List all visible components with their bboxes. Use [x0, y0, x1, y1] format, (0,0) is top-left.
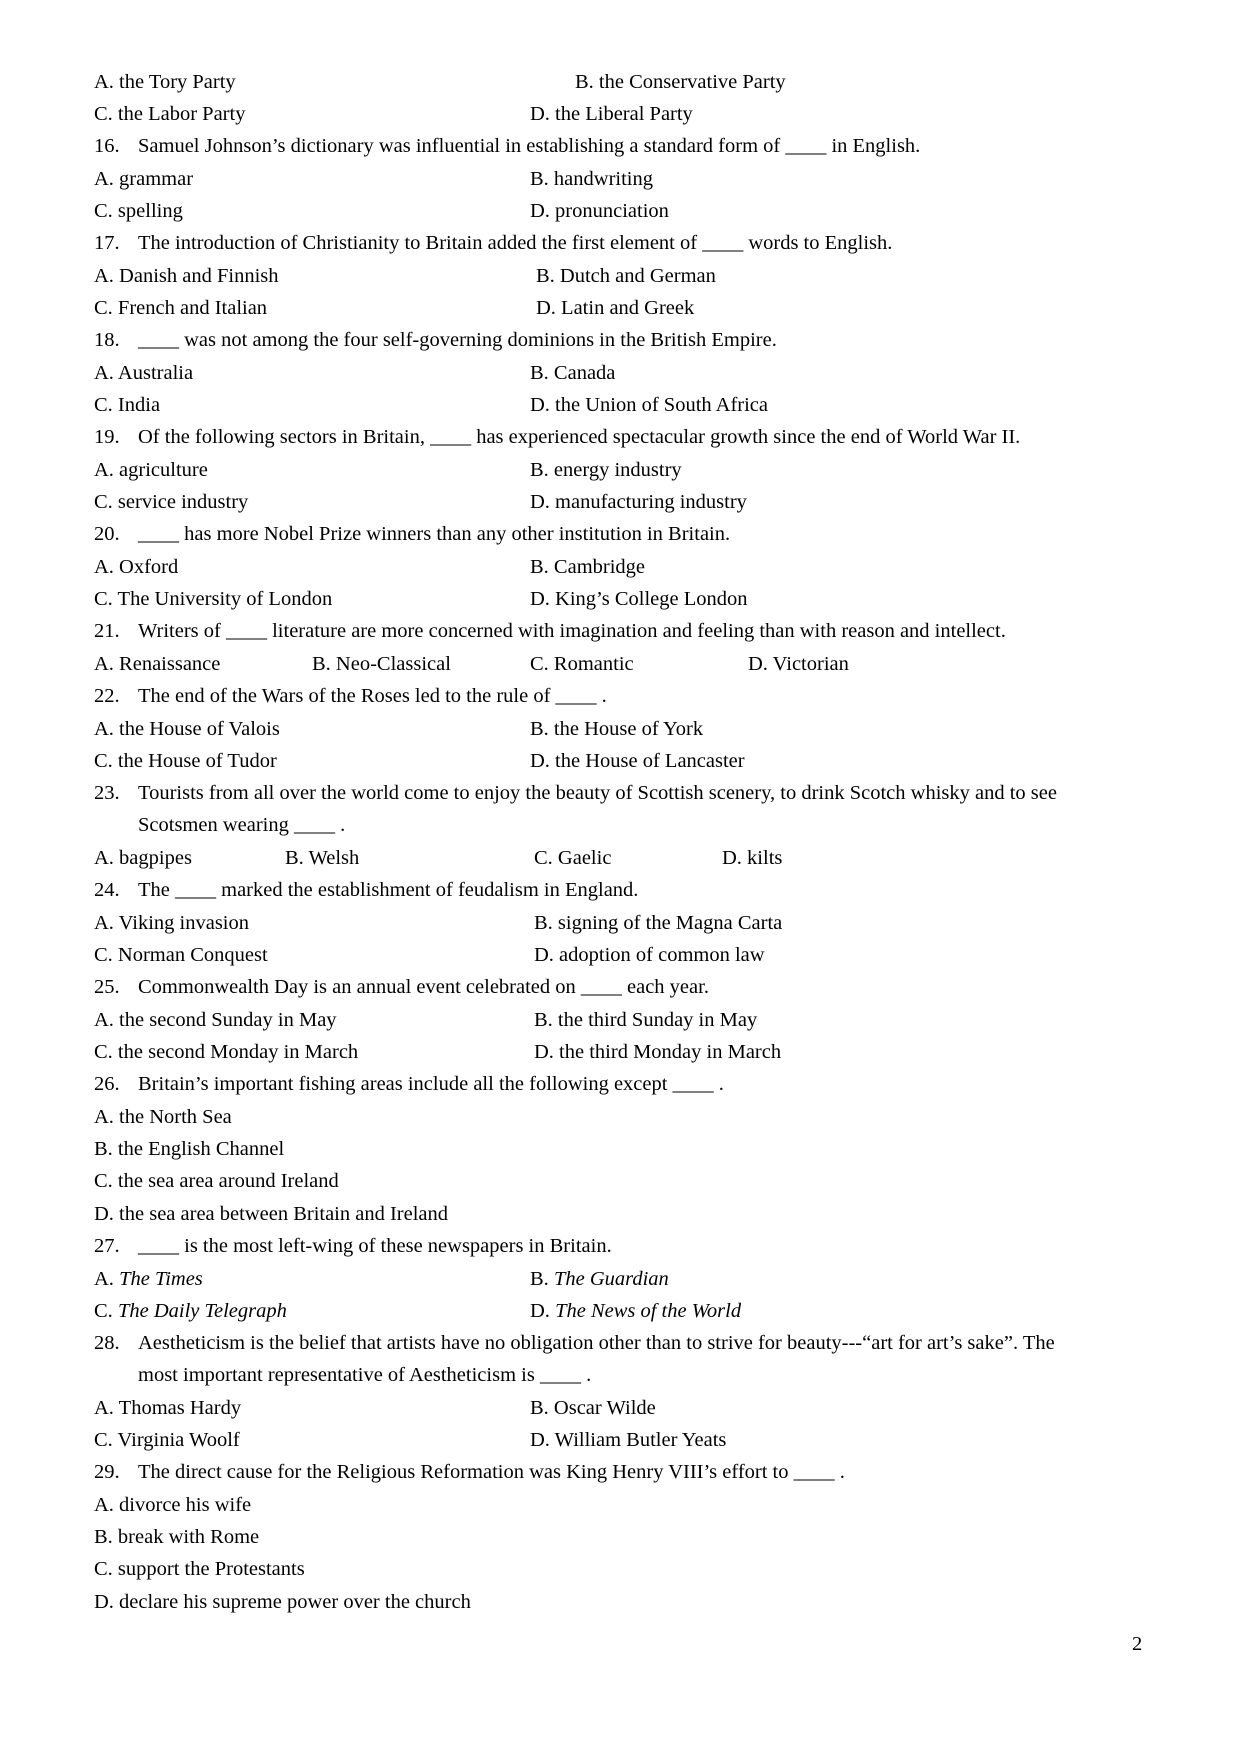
q29-option-c: C. support the Protestants: [94, 1558, 305, 1580]
question-19: [94, 425, 1020, 449]
q20-option-c: C. The University of London: [94, 588, 333, 610]
newspaper-title: The Daily Telegraph: [117, 1300, 287, 1322]
question-18: [94, 328, 777, 352]
option-letter: B.: [530, 1268, 549, 1290]
q15-option-a: A. the Tory Party: [94, 71, 236, 93]
question-17: [94, 231, 892, 255]
q22-option-d: D. the House of Lancaster: [530, 750, 745, 772]
question-text: The introduction of Christianity to Britain added the first element of ____ words to English.: [138, 232, 893, 254]
q18-option-b: B. Canada: [530, 362, 616, 384]
q25-option-a: A. the second Sunday in May: [94, 1009, 337, 1031]
q22-option-b: B. the House of York: [530, 718, 704, 740]
q27-option-c: [94, 1299, 287, 1323]
question-text: The end of the Wars of the Roses led to the rule of ____ .: [138, 685, 607, 707]
q16-option-c: C. spelling: [94, 200, 183, 222]
question-text: Britain’s important fishing areas include all the following except ____ .: [138, 1073, 724, 1095]
q25-option-d: D. the third Monday in March: [534, 1041, 782, 1063]
q24-option-d: D. adoption of common law: [534, 944, 765, 966]
q28-option-c: C. Virginia Woolf: [94, 1429, 240, 1451]
q27-option-d: [530, 1299, 741, 1323]
q26-option-a: A. the North Sea: [94, 1106, 232, 1128]
question-text: ____ is the most left-wing of these newspapers in Britain.: [138, 1235, 612, 1257]
q26-option-b: B. the English Channel: [94, 1138, 285, 1160]
q17-option-c: C. French and Italian: [94, 297, 268, 319]
q28-option-a: A. Thomas Hardy: [94, 1397, 242, 1419]
question-number: 17.: [94, 232, 120, 254]
q26-option-d: D. the sea area between Britain and Ireland: [94, 1203, 449, 1225]
question-text: The direct cause for the Religious Reformation was King Henry VIII’s effort to ____ .: [138, 1461, 845, 1483]
q16-option-a: A. grammar: [94, 168, 194, 190]
q20-option-b: B. Cambridge: [530, 556, 646, 578]
q29-option-d: D. declare his supreme power over the church: [94, 1591, 471, 1613]
q16-option-d: D. pronunciation: [530, 200, 669, 222]
question-number: 19.: [94, 426, 120, 448]
question-number: 28.: [94, 1332, 120, 1354]
question-number: 18.: [94, 329, 120, 351]
question-number: 20.: [94, 523, 120, 545]
question-number: 21.: [94, 620, 120, 642]
page-number: 2: [1132, 1633, 1143, 1655]
question-29: [94, 1460, 845, 1484]
question-number: 24.: [94, 879, 120, 901]
q25-option-b: B. the third Sunday in May: [534, 1009, 758, 1031]
q26-option-c: C. the sea area around Ireland: [94, 1170, 339, 1192]
question-text: ____ was not among the four self-governing dominions in the British Empire.: [138, 329, 777, 351]
q27-option-b: [530, 1267, 669, 1291]
q19-option-a: A. agriculture: [94, 459, 208, 481]
q18-option-a: A. Australia: [94, 362, 194, 384]
q20-option-d: D. King’s College London: [530, 588, 748, 610]
q17-option-b: B. Dutch and German: [536, 265, 716, 287]
question-text: Writers of ____ literature are more concerned with imagination and feeling than with reason and intellect.: [138, 620, 1006, 642]
q15-option-d: D. the Liberal Party: [530, 103, 693, 125]
q27-option-a: [94, 1267, 203, 1291]
q21-option-a: A. Renaissance: [94, 653, 221, 675]
question-number: 23.: [94, 782, 120, 804]
question-23-continued: Scotsmen wearing ____ .: [138, 814, 346, 836]
question-text: ____ has more Nobel Prize winners than any other institution in Britain.: [138, 523, 731, 545]
question-number: 29.: [94, 1461, 120, 1483]
question-text: Tourists from all over the world come to enjoy the beauty of Scottish scenery, to drink Scotch whisky and to see: [138, 782, 1057, 804]
q21-option-d: D. Victorian: [748, 653, 849, 675]
q18-option-c: C. India: [94, 394, 161, 416]
q28-option-b: B. Oscar Wilde: [530, 1397, 656, 1419]
question-23: [94, 781, 1057, 805]
newspaper-title: The News of the World: [555, 1300, 742, 1322]
option-letter: D.: [530, 1300, 550, 1322]
question-text: Samuel Johnson’s dictionary was influential in establishing a standard form of ____ in English.: [138, 135, 921, 157]
question-number: 27.: [94, 1235, 120, 1257]
q15-option-c: C. the Labor Party: [94, 103, 246, 125]
q17-option-a: A. Danish and Finnish: [94, 265, 279, 287]
q24-option-a: A. Viking invasion: [94, 912, 249, 934]
question-number: 26.: [94, 1073, 120, 1095]
question-text: Commonwealth Day is an annual event celebrated on ____ each year.: [138, 976, 709, 998]
question-21: [94, 619, 1006, 643]
question-24: [94, 878, 638, 902]
question-number: 16.: [94, 135, 120, 157]
q23-option-c: C. Gaelic: [534, 847, 612, 869]
newspaper-title: The Times: [119, 1268, 203, 1290]
question-26: [94, 1072, 724, 1096]
q22-option-c: C. the House of Tudor: [94, 750, 277, 772]
q21-option-c: C. Romantic: [530, 653, 634, 675]
q23-option-a: A. bagpipes: [94, 847, 192, 869]
q20-option-a: A. Oxford: [94, 556, 179, 578]
newspaper-title: The Guardian: [553, 1268, 669, 1290]
q19-option-d: D. manufacturing industry: [530, 491, 747, 513]
option-letter: A.: [94, 1268, 114, 1290]
question-text: The ____ marked the establishment of feudalism in England.: [138, 879, 639, 901]
q18-option-d: D. the Union of South Africa: [530, 394, 768, 416]
q17-option-d: D. Latin and Greek: [536, 297, 695, 319]
q22-option-a: A. the House of Valois: [94, 718, 280, 740]
q24-option-b: B. signing of the Magna Carta: [534, 912, 783, 934]
q15-option-b: B. the Conservative Party: [575, 71, 786, 93]
question-28: [94, 1331, 1055, 1355]
question-22: [94, 684, 607, 708]
question-20: [94, 522, 730, 546]
question-16: [94, 134, 920, 158]
q19-option-b: B. energy industry: [530, 459, 682, 481]
q21-option-b: B. Neo-Classical: [312, 653, 451, 675]
question-27: [94, 1234, 612, 1258]
q23-option-d: D. kilts: [722, 847, 783, 869]
q29-option-b: B. break with Rome: [94, 1526, 260, 1548]
question-number: 25.: [94, 976, 120, 998]
q16-option-b: B. handwriting: [530, 168, 653, 190]
question-text: Aestheticism is the belief that artists have no obligation other than to strive for beauty---“art for art’s sake”. The: [138, 1332, 1055, 1354]
q19-option-c: C. service industry: [94, 491, 249, 513]
q29-option-a: A. divorce his wife: [94, 1494, 252, 1516]
question-text: Of the following sectors in Britain, ____ has experienced spectacular growth since the end of World War II.: [138, 426, 1021, 448]
question-25: [94, 975, 709, 999]
q28-option-d: D. William Butler Yeats: [530, 1429, 727, 1451]
q25-option-c: C. the second Monday in March: [94, 1041, 359, 1063]
q23-option-b: B. Welsh: [285, 847, 360, 869]
option-letter: C.: [94, 1300, 113, 1322]
question-28-continued: most important representative of Aestheticism is ____ .: [138, 1364, 592, 1386]
question-number: 22.: [94, 685, 120, 707]
q24-option-c: C. Norman Conquest: [94, 944, 268, 966]
